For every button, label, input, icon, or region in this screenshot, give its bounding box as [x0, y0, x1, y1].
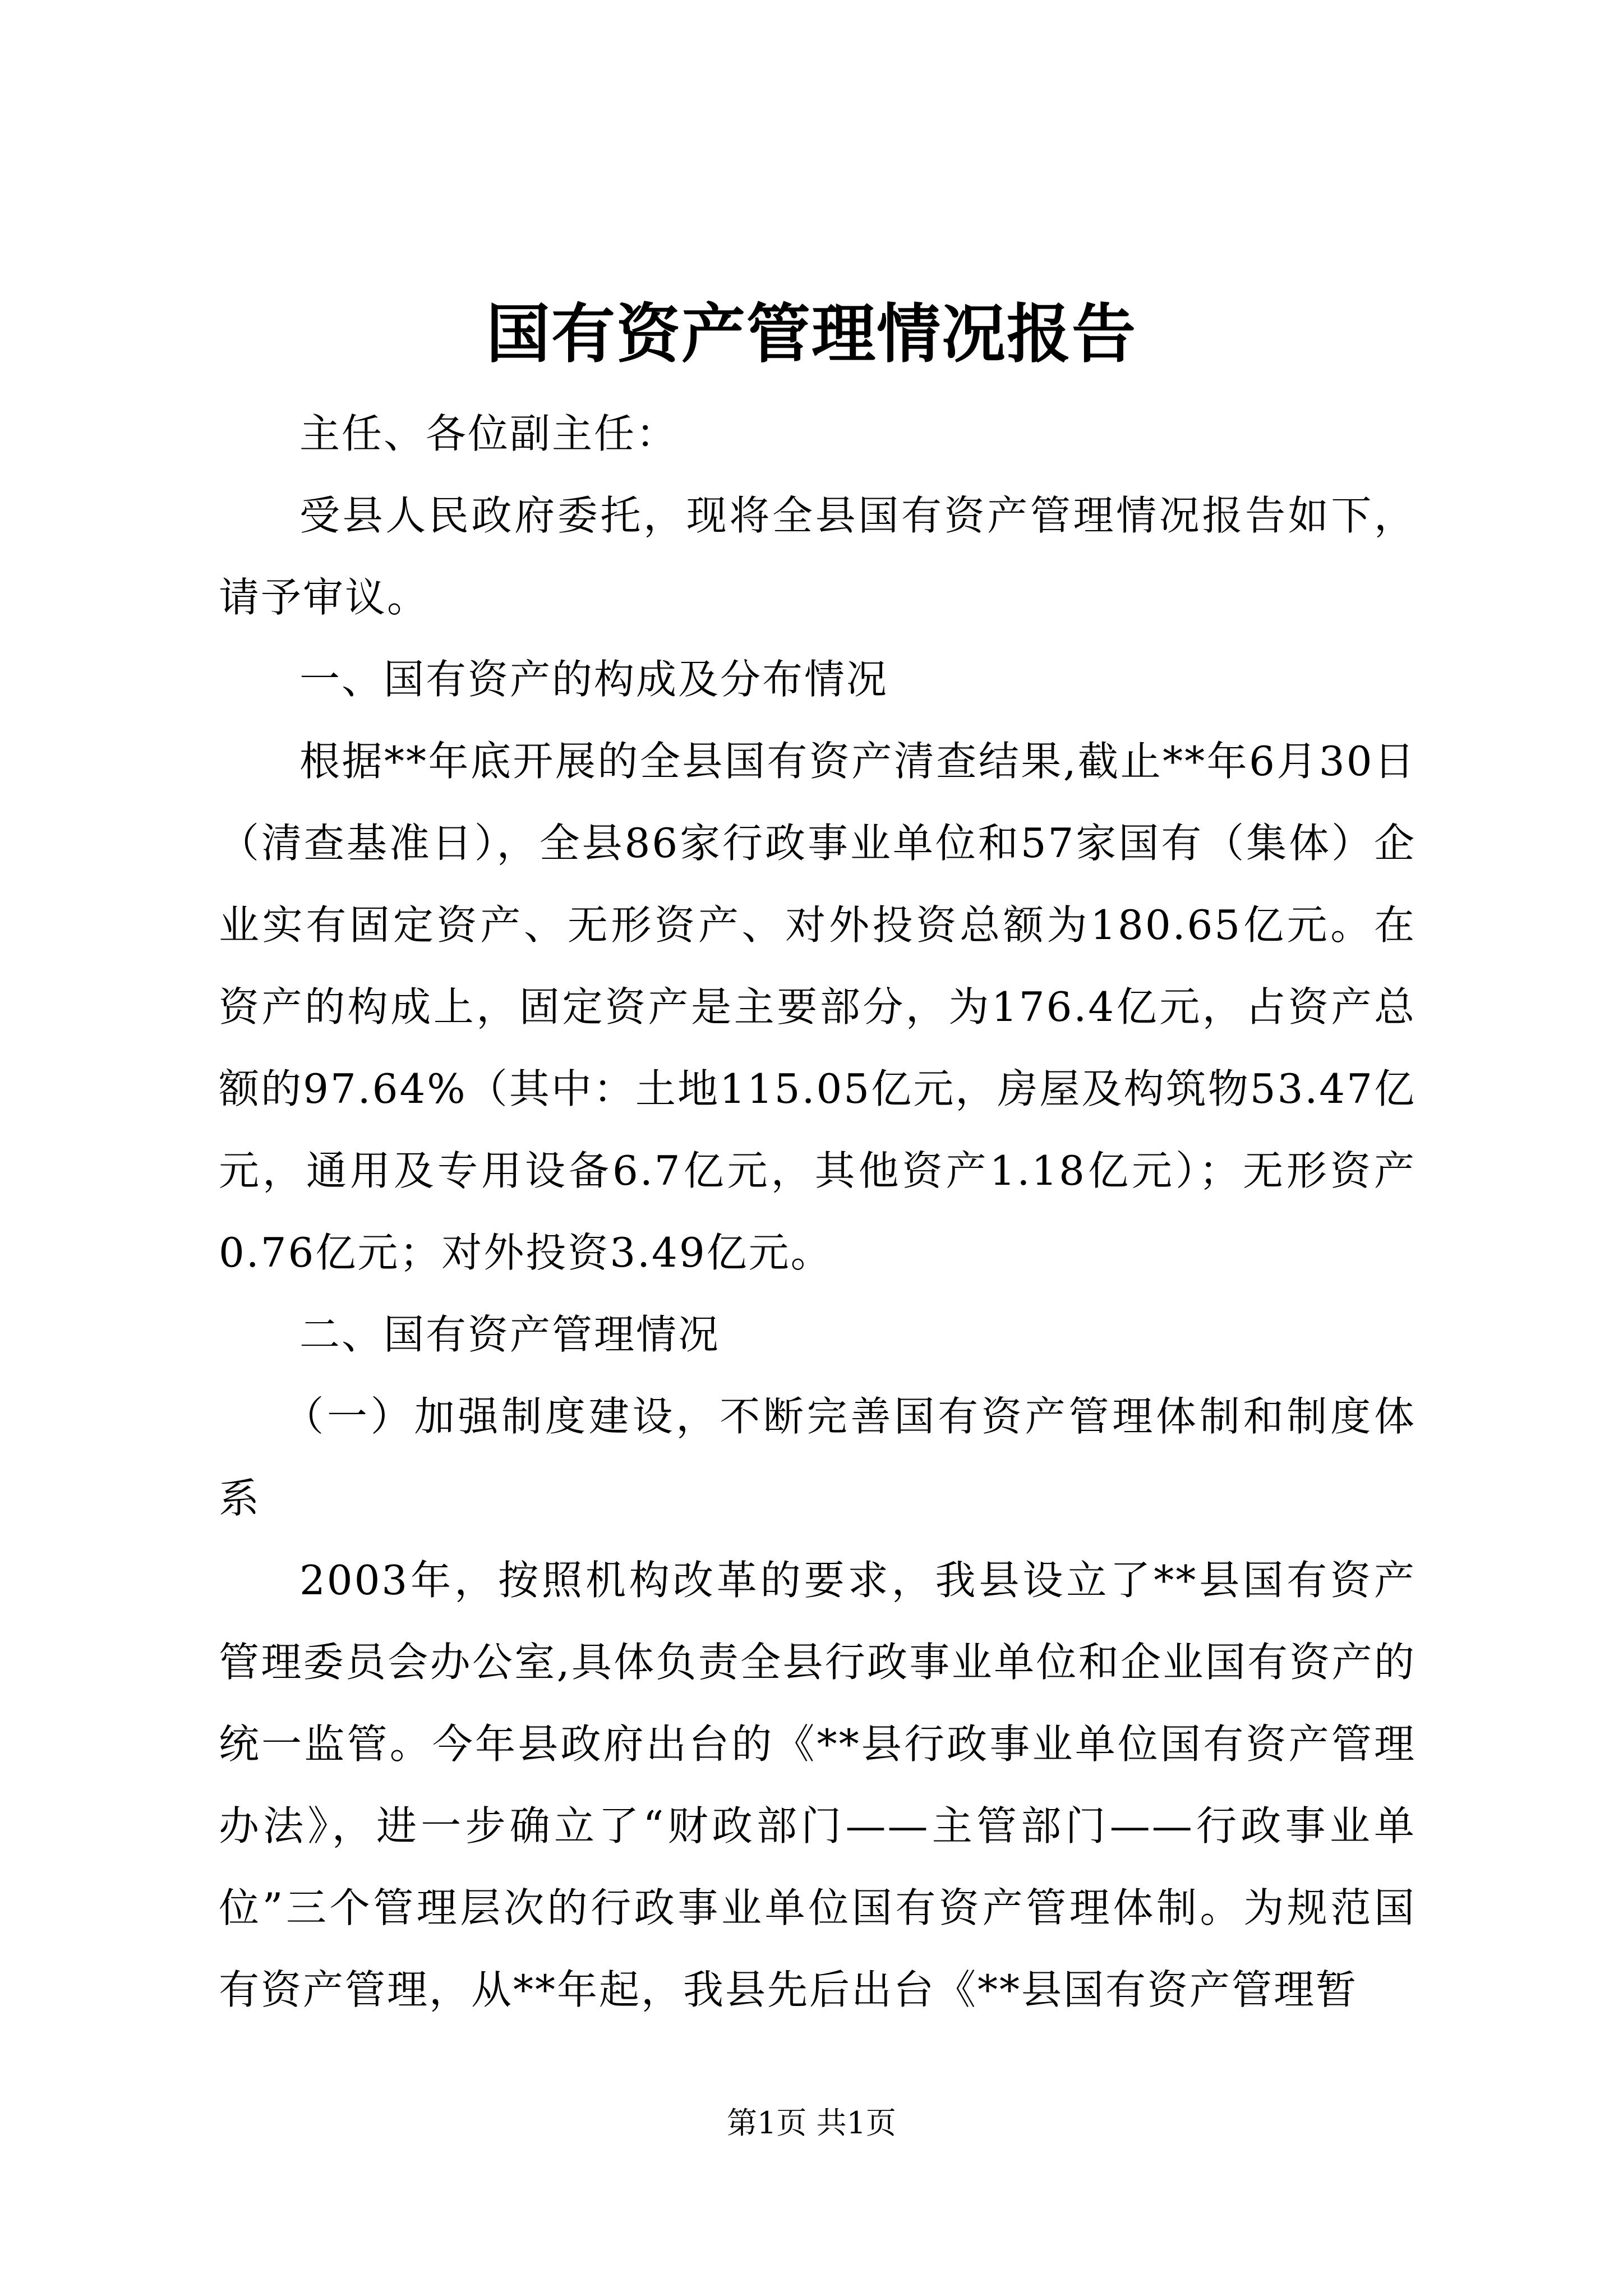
section-heading-2: 二、国有资产管理情况 [299, 1311, 721, 1358]
intro-paragraph: 受县人民政府委托，现将全县国有资产管理情况报告如下，请予审议。 [219, 492, 1416, 621]
section-heading-1: 一、国有资产的构成及分布情况 [299, 656, 889, 703]
salutation-paragraph: 主任、各位副主任： [299, 410, 679, 457]
management-paragraph: 2003年，按照机构改革的要求，我县设立了**县国有资产管理委员会办公室,具体负责全县行政事业单位和企业国有资产的统一监管。今年县政府出台的《**县行政事业单位国有资产管理办法》，进一步确立了“财政部门——主管部门——行政事业单位”三个管理层次的行政事业单位国有资产管理体制。为规范国有资产管理，从**年起，我县先后出台《**县国有资产管理暂 [219, 1557, 1416, 2013]
subsection-heading-1: （一）加强制度建设，不断完善国有资产管理体制和制度体系 [219, 1393, 1416, 1522]
composition-paragraph: 根据**年底开展的全县国有资产清查结果,截止**年6月30日（清查基准日），全县86家行政事业单位和57家国有（集体）企业实有固定资产、无形资产、对外投资总额为180.65亿元。在资产的构成上，固定资产是主要部分，为176.4亿元，占资产总额的97.64%（其中：土地115.05亿元，房屋及构筑物53.47亿元，通用及专用设备6.7亿元，其他资产1.18亿元）；无形资产0.76亿元；对外投资3.49亿元。 [219, 738, 1416, 1276]
document-title: 国有资产管理情况报告 [486, 296, 1137, 371]
document-body [219, 393, 1416, 2031]
page-number-label: 第1页 共1页 [727, 2105, 896, 2141]
page-footer [0, 2101, 1623, 2146]
